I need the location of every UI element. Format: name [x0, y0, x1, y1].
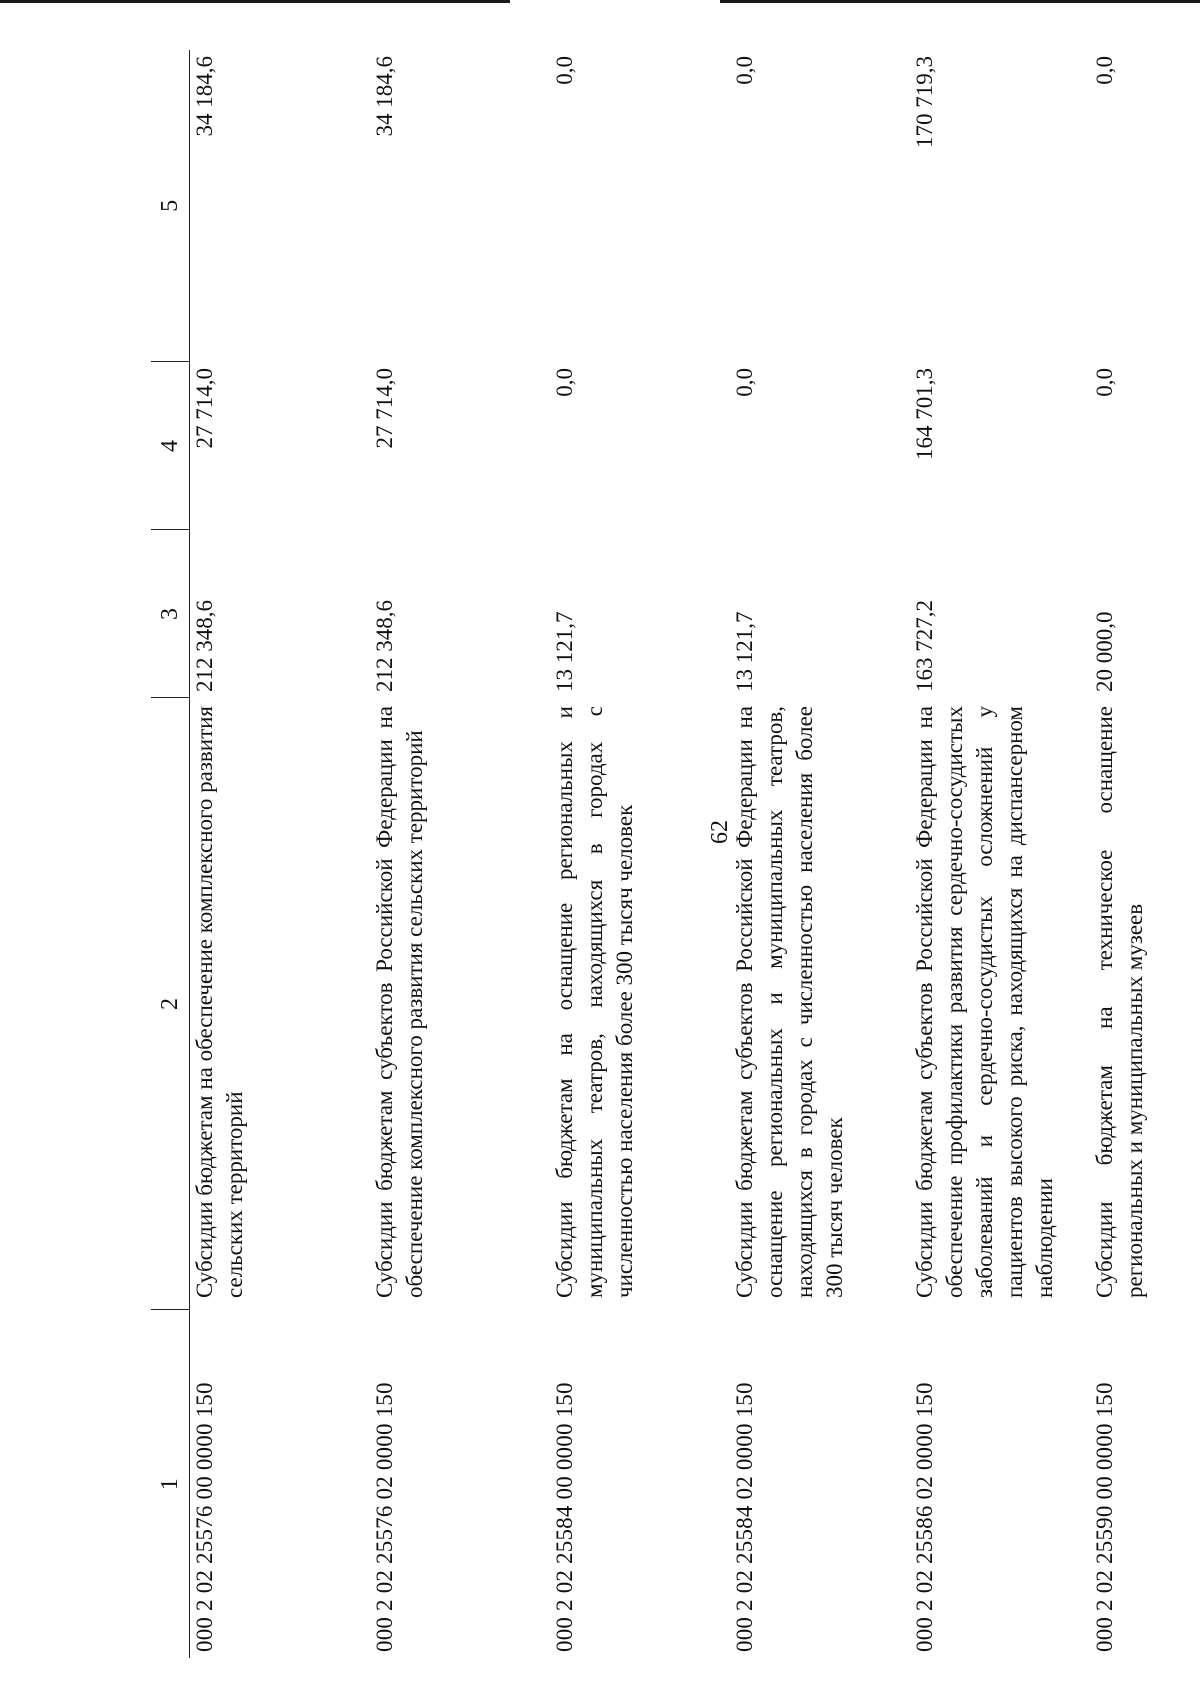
table-row: [536, 50, 716, 1658]
row-value-col3: 13 121,7: [552, 611, 577, 692]
row-value-col4: 27 714,0: [192, 368, 217, 449]
column-header-3: 3: [151, 530, 190, 698]
row-value-col3: 13 121,7: [732, 611, 757, 692]
column-header-2: 2: [151, 698, 190, 1310]
table-row: [1076, 50, 1200, 1658]
rotated-page: [151, 50, 1197, 1658]
table-row: [356, 50, 536, 1658]
row-code: 000 2 02 25576 02 0000 150: [372, 1382, 397, 1652]
row-value-col3: 163 727,2: [912, 600, 937, 692]
row-value-col5: 34 184,6: [192, 56, 217, 137]
row-description: Субсидии бюджетам на техническое оснащение региональных и муниципальных музеев: [1092, 706, 1147, 1298]
page-number: 62: [707, 820, 733, 844]
row-value-col4: 0,0: [732, 368, 757, 397]
row-description: Субсидии бюджетам субъектов Российской Федерации на оснащение региональных и муниципальных театров, находящихся в городах с численностью населения более 300 тысяч человек: [732, 706, 847, 1298]
row-value-col4: 164 701,3: [912, 368, 937, 460]
row-description: Субсидии бюджетам на обеспечение комплексного развития сельских территорий: [192, 705, 247, 1298]
row-code: 000 2 02 25586 02 0000 150: [912, 1382, 937, 1652]
table-row: [716, 50, 896, 1658]
row-code: 000 2 02 25590 00 0000 150: [1092, 1382, 1117, 1652]
scan-edge-left: [0, 0, 510, 3]
scan-edge-right: [720, 0, 1200, 3]
row-value-col4: 0,0: [1092, 368, 1117, 397]
column-header-1: 1: [151, 1310, 190, 1658]
row-value-col5: 170 719,3: [912, 56, 937, 148]
row-description: Субсидии бюджетам субъектов Российской Федерации на обеспечение комплексного развития сельских территорий: [372, 706, 427, 1298]
column-header-4: 4: [151, 362, 190, 530]
row-description: Субсидии бюджетам субъектов Российской Федерации на обеспечение профилактики развития сердечно-сосудистых заболеваний и сердечно-сосудистых осложнений у пациентов высокого риска, находящихся на диспансерном наблюдении: [912, 706, 1057, 1298]
row-value-col5: 34 184,6: [372, 56, 397, 137]
row-value-col5: 0,0: [1092, 56, 1117, 85]
header-row: [151, 50, 190, 1658]
budget-table: [151, 50, 1200, 1658]
row-description: Субсидии бюджетам на оснащение региональных и муниципальных театров, находящихся в городах с численностью населения более 300 тысяч человек: [552, 706, 637, 1298]
table-row: [896, 50, 1076, 1658]
row-code: 000 2 02 25576 00 0000 150: [192, 1382, 217, 1652]
row-value-col3: 212 348,6: [192, 600, 217, 692]
row-code: 000 2 02 25584 02 0000 150: [732, 1382, 757, 1652]
row-value-col4: 27 714,0: [372, 368, 397, 449]
row-value-col3: 212 348,6: [372, 600, 397, 692]
row-value-col5: 0,0: [732, 56, 757, 85]
column-header-5: 5: [151, 50, 190, 362]
row-value-col5: 0,0: [552, 56, 577, 85]
table-row: [190, 50, 357, 1658]
row-value-col3: 20 000,0: [1092, 611, 1117, 692]
row-value-col4: 0,0: [552, 368, 577, 397]
row-code: 000 2 02 25584 00 0000 150: [552, 1382, 577, 1652]
